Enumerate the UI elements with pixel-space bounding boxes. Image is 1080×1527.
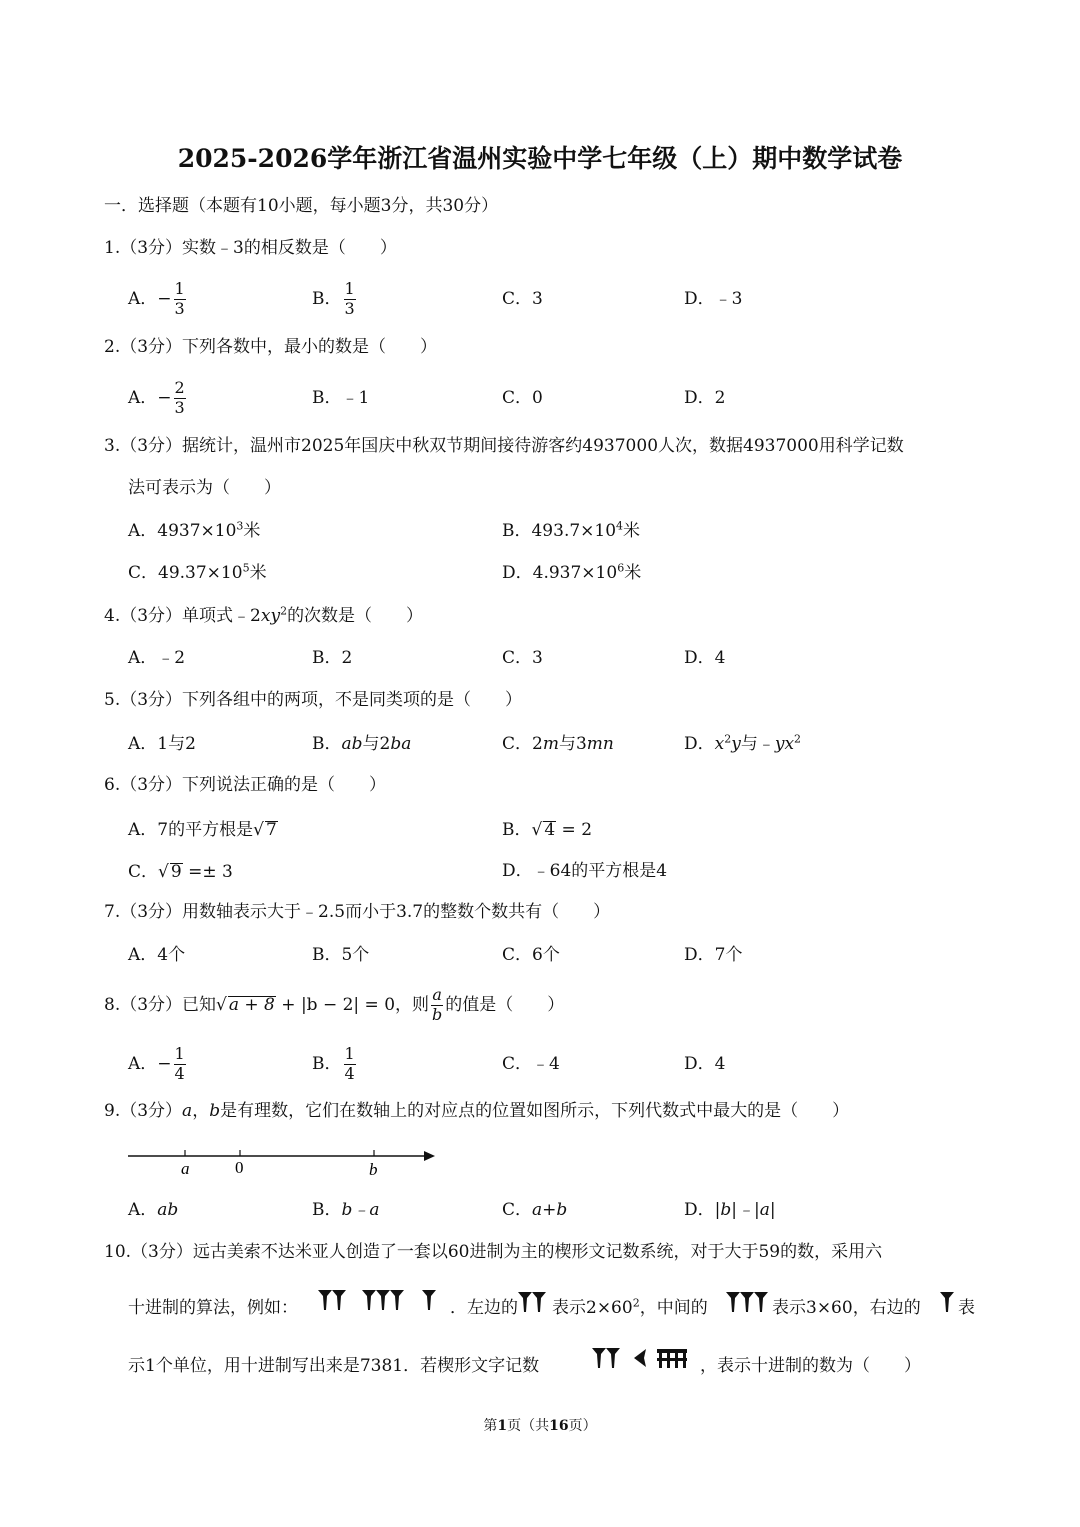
cuneiform-question-figure xyxy=(592,1346,696,1374)
q8-option-d: D．4 xyxy=(684,1054,726,1074)
q2-option-b: B．﹣1 xyxy=(312,388,370,408)
question-10-line3-a: 示1个单位，用十进制写出来是7381．若楔形文字记数 xyxy=(128,1356,540,1376)
q9-option-b: B．b﹣a xyxy=(312,1200,380,1220)
q8-option-a: A．− $\frac{1}{4}$ xyxy=(128,1044,185,1083)
q8-option-c: C．﹣4 xyxy=(502,1054,560,1074)
cuneiform-eight-icon xyxy=(657,1349,687,1368)
q1-option-a: A．− $\frac{1}{3}$ xyxy=(128,279,185,318)
question-6-stem: 6.（3分）下列说法正确的是（ ） xyxy=(104,775,387,795)
axis-label-b: b xyxy=(369,1160,378,1179)
cuneiform-ten-icon xyxy=(634,1349,646,1367)
q5-option-d: D．$x^2y$与$﹣yx^2$ xyxy=(684,732,802,754)
q9-option-d: D．|b|﹣|a| xyxy=(684,1200,776,1220)
cuneiform-three-icon xyxy=(726,1290,770,1314)
question-10-line2-a: 十进制的算法，例如： xyxy=(128,1298,298,1318)
cuneiform-one-icon xyxy=(940,1290,956,1314)
cuneiform-two-icon xyxy=(318,1290,346,1310)
q3-option-c: C．$49.37\times 10^5$米 xyxy=(128,561,267,583)
number-line-arrow xyxy=(424,1151,435,1161)
number-line-figure xyxy=(126,1146,438,1182)
question-4-stem: 4.（3分）单项式$﹣2xy^2$的次数是（ ） xyxy=(104,604,424,626)
question-8-stem: 8.（3分）已知√ a + 8 + |b − 2| = 0，则 $\frac{a}{b}$ 的值是（ ） xyxy=(104,985,565,1024)
cuneiform-one-icon xyxy=(422,1290,436,1310)
question-1-stem: 1.（3分）实数﹣3的相反数是（ ） xyxy=(104,238,397,258)
q6-option-b: B．√ 4 = 2 xyxy=(502,820,593,840)
q8-option-b: B． $\frac{1}{4}$ xyxy=(312,1044,355,1083)
cuneiform-example-figure xyxy=(318,1288,448,1316)
q9-option-c: C．a+b xyxy=(502,1200,568,1220)
question-3-stem: 3.（3分）据统计，温州市2025年国庆中秋双节期间接待游客约4937000人次，数据4937000用科学记数 xyxy=(104,436,904,456)
page-title: 2025-2026学年浙江省温州实验中学七年级（上）期中数学试卷 xyxy=(177,144,903,173)
q9-option-a: A．ab xyxy=(128,1200,179,1220)
question-10-stem: 10.（3分）远古美索不达米亚人创造了一套以60进制为主的楔形文记数系统，对于大于59的数，采用六 xyxy=(104,1242,883,1262)
q7-option-c: C．6个 xyxy=(502,945,560,965)
question-2-stem: 2.（3分）下列各数中，最小的数是（ ） xyxy=(104,337,438,357)
q3-option-a: A．$4937\times 10^3$米 xyxy=(128,519,261,541)
q4-option-b: B．2 xyxy=(312,648,353,668)
question-10-line2-f: 表 xyxy=(958,1298,975,1318)
question-5-stem: 5.（3分）下列各组中的两项，不是同类项的是（ ） xyxy=(104,690,523,710)
q3-option-d: D．$4.937\times 10^6$米 xyxy=(502,561,642,583)
q2-option-a: A．− $\frac{2}{3}$ xyxy=(128,378,185,417)
question-10-line2-e: 表示3×60，右边的 xyxy=(772,1298,921,1318)
question-9-stem: 9.（3分）a，b是有理数，它们在数轴上的对应点的位置如图所示，下列代数式中最大的是（ ） xyxy=(104,1101,850,1121)
q4-option-c: C．3 xyxy=(502,648,543,668)
axis-label-a: a xyxy=(181,1159,190,1178)
q5-option-b: B．ab与2ba xyxy=(312,734,412,754)
question-10-line3-b: ，表示十进制的数为（ ） xyxy=(700,1356,921,1376)
q2-option-c: C．0 xyxy=(502,388,543,408)
q1-option-b: B． $\frac{1}{3}$ xyxy=(312,279,355,318)
question-10-line2-b: ．左边的 xyxy=(450,1298,518,1318)
q7-option-b: B．5个 xyxy=(312,945,370,965)
q7-option-a: A．4个 xyxy=(128,945,186,965)
q6-option-c: C．√ 9 =± 3 xyxy=(128,862,233,882)
q3-option-b: B．$493.7\times 10^4$米 xyxy=(502,519,641,541)
q4-option-a: A．﹣2 xyxy=(128,648,186,668)
q6-option-d: D．﹣64的平方根是4 xyxy=(502,861,668,881)
q2-option-d: D．2 xyxy=(684,388,726,408)
q7-option-d: D．7个 xyxy=(684,945,743,965)
cuneiform-two-icon xyxy=(592,1348,620,1368)
q5-option-a: A．1与2 xyxy=(128,734,196,754)
question-7-stem: 7.（3分）用数轴表示大于﹣2.5而小于3.7的整数个数共有（ ） xyxy=(104,902,611,922)
axis-label-zero: 0 xyxy=(235,1158,244,1177)
q1-option-d: D．﹣3 xyxy=(684,289,743,309)
question-3-stem-cont: 法可表示为（ ） xyxy=(128,478,281,498)
cuneiform-two-icon xyxy=(518,1290,548,1314)
cuneiform-three-icon xyxy=(362,1290,404,1310)
q4-option-d: D．4 xyxy=(684,648,726,668)
q5-option-c: C．2m与3mn xyxy=(502,734,614,754)
q1-option-c: C．3 xyxy=(502,289,543,309)
section-heading: 一．选择题（本题有10小题，每小题3分，共30分） xyxy=(104,196,499,216)
question-10-line2-c: 表示$2\times 60^2$，中间的 xyxy=(552,1296,708,1318)
page-footer: 第1页（共16页） xyxy=(483,1418,597,1434)
q6-option-a: A．7的平方根是√ 7 xyxy=(128,820,277,840)
